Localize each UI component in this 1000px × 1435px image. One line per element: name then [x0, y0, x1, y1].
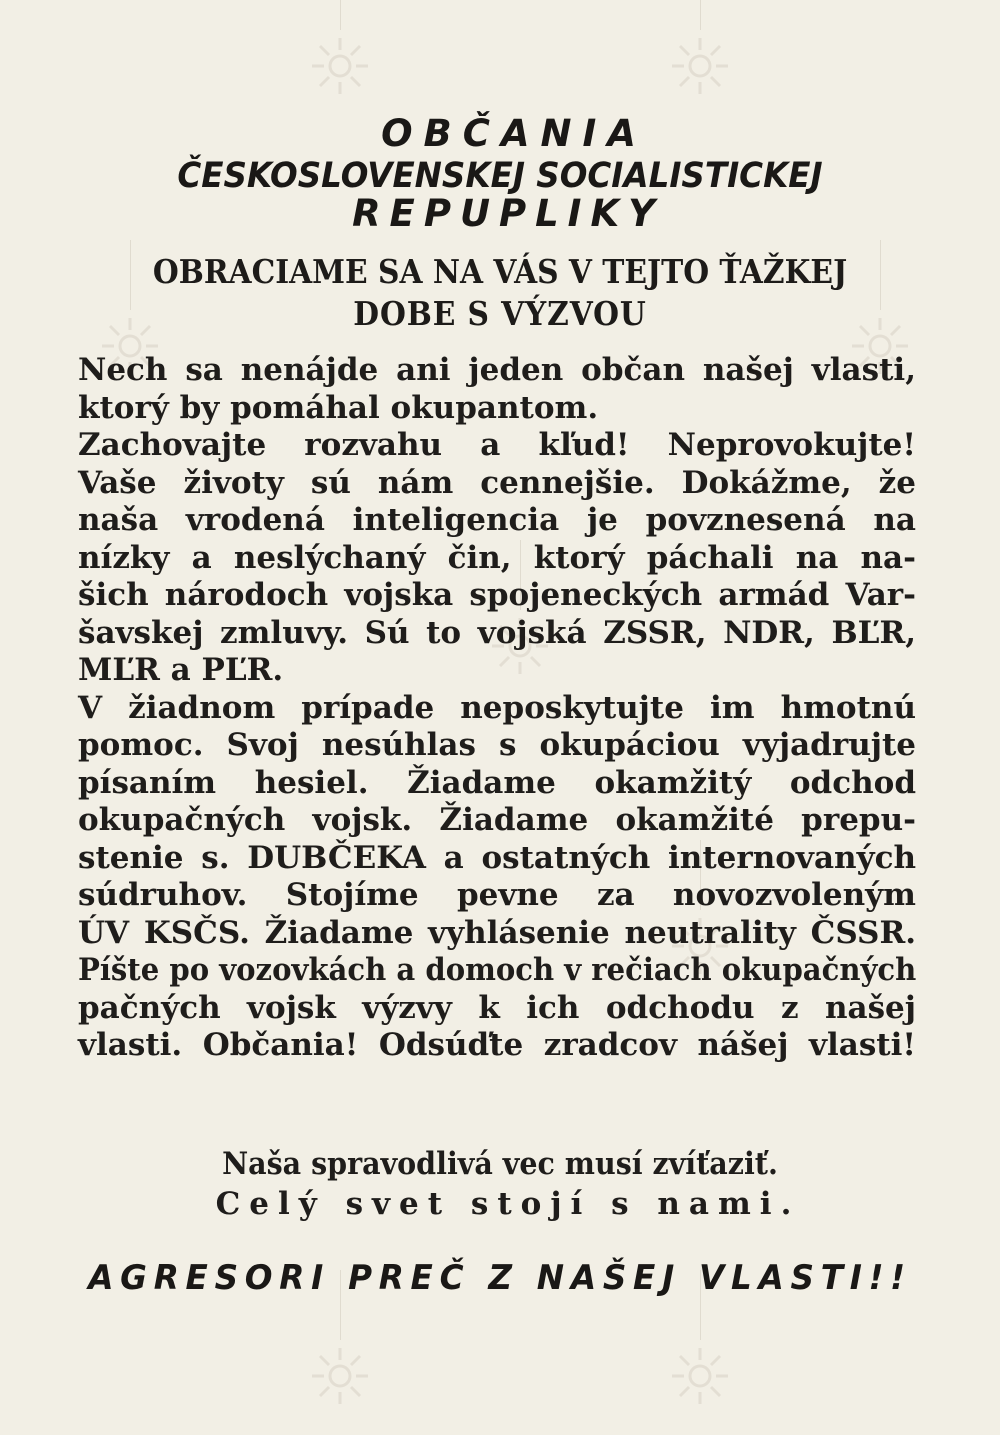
body-line: naša vrodená inteligencia je povznesená na: [78, 502, 916, 538]
header-republic: REPUPLIKY: [352, 192, 664, 235]
header-title: OBČANIA: [381, 112, 647, 155]
body-line: ÚV KSČS. Žiadame vyhlásenie neutrality ČSSR.: [78, 914, 916, 951]
appeal-body: [78, 352, 916, 1065]
appeal-heading-line-1: OBRACIAME SA NA VÁS V TEJTO ŤAŽKEJ: [152, 252, 848, 291]
body-line: Píšte po vozovkách a domoch v rečiach okupačných: [78, 952, 917, 988]
body-line: súdruhov. Stojíme pevne za novozvoleným: [78, 877, 916, 913]
closing-line-1: Naša spravodlivá vec musí zvíťaziť.: [222, 1146, 778, 1182]
body-line: šich národoch vojska spojeneckých armád Var-: [78, 577, 916, 613]
body-line: Zachovajte rozvahu a kľud! Neprovokujte!: [78, 427, 916, 463]
watermark-emblem: [630, 0, 770, 96]
appeal-heading-line-2: DOBE S VÝZVOU: [353, 294, 647, 333]
body-line: Nech sa nenájde ani jeden občan našej vlasti,: [78, 352, 916, 388]
body-line: ktorý by pomáhal okupantom.: [78, 389, 599, 426]
body-line: okupačných vojsk. Žiadame okamžité prepu-: [78, 802, 916, 838]
closing-line-2: Celý svet stojí s nami.: [215, 1186, 801, 1222]
footer-slogan: AGRESORI PREČ Z NAŠEJ VLASTI!!: [88, 1258, 912, 1298]
body-line: pačných vojsk výzvy k ich odchodu z našej: [78, 989, 916, 1026]
header-subtitle: ČESKOSLOVENSKEJ SOCIALISTICKEJ: [177, 156, 823, 196]
body-line: pomoc. Svoj nesúhlas s okupáciou vyjadrujte: [78, 727, 916, 763]
body-line: MĽR a PĽR.: [78, 652, 284, 688]
body-line: Vaše životy sú nám cennejšie. Dokážme, že: [78, 464, 916, 501]
body-line: nízky a neslýchaný čin, ktorý páchali na na-: [78, 539, 916, 576]
body-line: vlasti. Občania! Odsúďte zradcov nášej vlasti!: [78, 1027, 916, 1063]
watermark-emblem: [270, 0, 410, 96]
body-line: šavskej zmluvy. Sú to vojská ZSSR, NDR, BĽR,: [78, 614, 916, 651]
body-line: V žiadnom prípade neposkytujte im hmotnú: [78, 689, 916, 726]
body-line: písaním hesiel. Žiadame okamžitý odchod: [78, 764, 916, 801]
body-line: stenie s. DUBČEKA a ostatných internovaných: [78, 839, 916, 876]
